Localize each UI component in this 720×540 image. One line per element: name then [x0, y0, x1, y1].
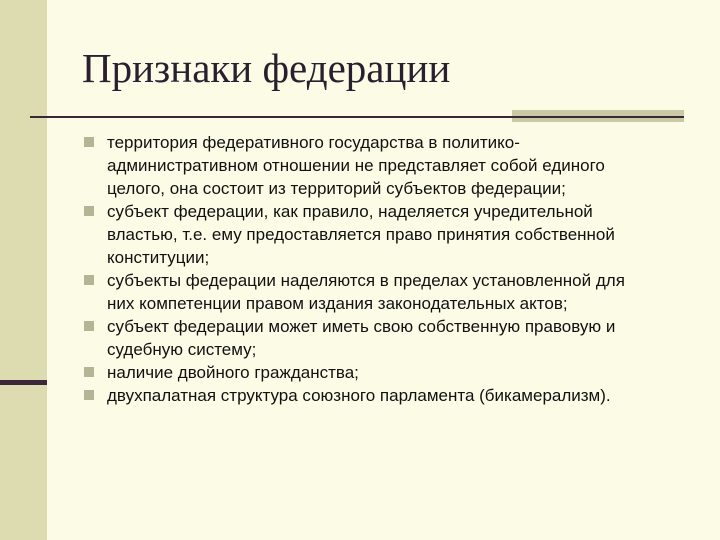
- bullet-text: субъект федерации, как правило, наделяется учредительной властью, т.е. ему предоставляется право принятия собственной конституции;: [107, 202, 615, 267]
- left-decorative-band: [0, 0, 47, 540]
- title-underline: [30, 116, 684, 118]
- left-band-divider: [0, 380, 47, 385]
- bullet-square-icon: [84, 206, 94, 216]
- bullet-square-icon: [84, 390, 94, 400]
- bullet-square-icon: [84, 367, 94, 377]
- bullet-text: субъект федерации может иметь свою собственную правовую и судебную систему;: [107, 317, 616, 359]
- bullet-item: [84, 384, 654, 407]
- bullet-list: [84, 131, 654, 407]
- bullet-square-icon: [84, 275, 94, 285]
- bullet-text: двухпалатная структура союзного парламента (бикамерализм).: [107, 386, 611, 405]
- slide-title: Признаки федерации: [82, 45, 451, 91]
- bullet-item: [84, 200, 654, 269]
- bullet-square-icon: [84, 321, 94, 331]
- bullet-text: субъекты федерации наделяются в пределах установленной для них компетенции правом издания законодательных актов;: [107, 271, 625, 313]
- bullet-item: [84, 315, 654, 361]
- bullet-item: [84, 269, 654, 315]
- bullet-item: [84, 131, 654, 200]
- bullet-square-icon: [84, 137, 94, 147]
- bullet-item: [84, 361, 654, 384]
- bullet-text: наличие двойного гражданства;: [107, 363, 359, 382]
- bullet-text: территория федеративного государства в политико-административном отношении не представляет собой единого целого, она состоит из территорий субъектов федерации;: [107, 133, 605, 198]
